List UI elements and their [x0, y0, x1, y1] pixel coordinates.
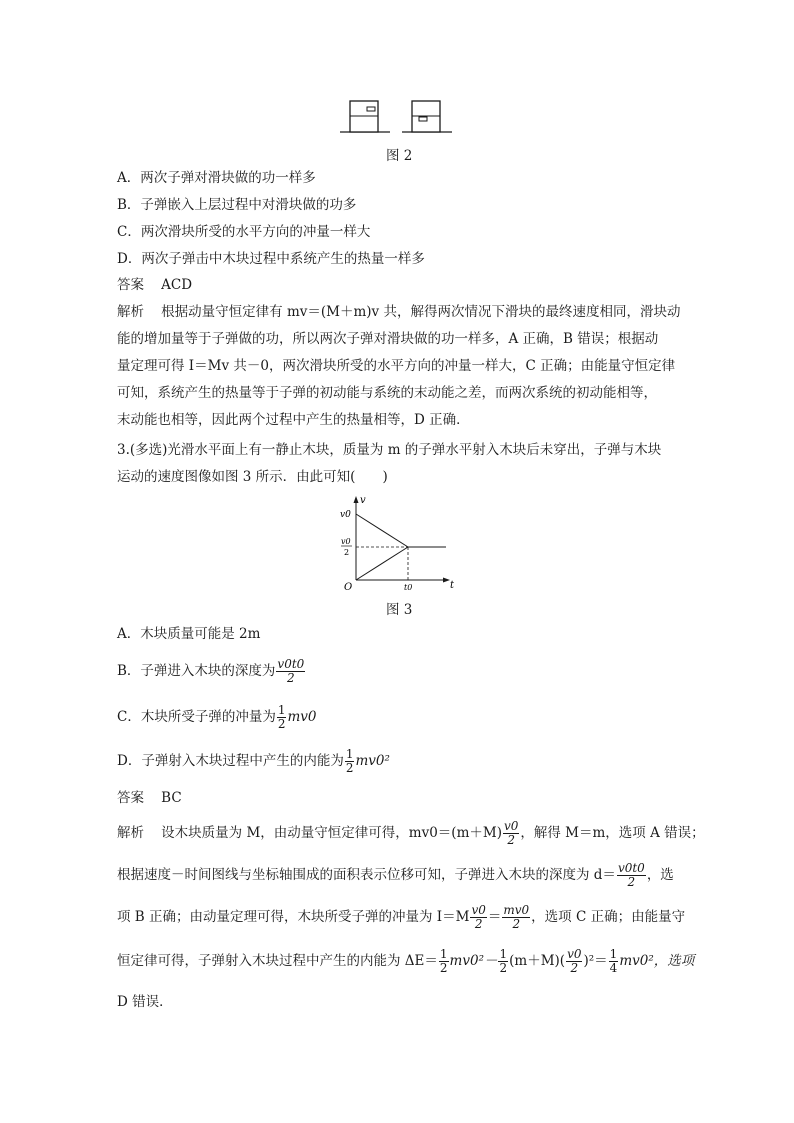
q3-option-b-num: v0t0 — [277, 657, 305, 671]
figure-3-caption: 图 3 — [386, 602, 413, 618]
q3-analysis-l4-num2: 1 — [499, 947, 508, 961]
q3-stem-line-2: 运动的速度图像如图 3 所示．由此可知( ) — [117, 469, 388, 485]
q3-analysis-l3-den2: 2 — [512, 917, 521, 931]
q2-answer-label: 答案 — [117, 277, 144, 293]
q3-option-a: A．木块质量可能是 2m — [117, 626, 261, 642]
y-axis-label: v — [360, 495, 366, 506]
q3-analysis-l4-den3: 2 — [570, 961, 579, 975]
q3-analysis-l4-b: mv0²，选项 — [619, 953, 695, 969]
q3-stem-line-1: 3.(多选)光滑水平面上有一静止木块，质量为 m 的子弹水平射入木块后未穿出，子弹与木块 — [117, 442, 662, 458]
q3-option-d-tail: mv0² — [355, 753, 390, 769]
q3-option-c-tail: mv0 — [287, 709, 317, 725]
q3-option-c-num: 1 — [277, 703, 286, 717]
q3-option-d — [117, 746, 390, 776]
q3-analysis-l1-b: ，解得 M＝m，选项 A 错误； — [520, 825, 705, 841]
q3-analysis-l1-num: v0 — [503, 819, 519, 833]
q3-answer-label: 答案 — [117, 790, 144, 806]
q3-analysis-l2-a: 根据速度－时间图线与坐标轴围成的面积表示位移可知，子弹进入木块的深度为 d＝ — [117, 867, 616, 883]
q3-analysis-l4-den2: 2 — [499, 961, 508, 975]
tick-t0: t0 — [404, 583, 413, 592]
tick-half-den: 2 — [344, 548, 350, 557]
q3-analysis-l4-num4: 1 — [609, 947, 618, 961]
q3-option-b-den: 2 — [287, 671, 295, 685]
q3-analysis-l4-frac-1 — [439, 948, 449, 975]
q2-option-c: C．两次滑块所受的水平方向的冲量一样大 — [117, 224, 371, 240]
q3-option-b-text: B．子弹进入木块的深度为 — [117, 663, 276, 679]
q2-analysis-line-3: 量定理可得 I＝Mv 共－0，两次滑块所受的水平方向的冲量一样大，C 正确；由能量守恒定律 — [117, 358, 676, 374]
q3-analysis-l3-den1: 2 — [474, 917, 483, 931]
q3-option-c-text: C．木块所受子弹的冲量为 — [117, 709, 276, 725]
q3-analysis-l1-den: 2 — [507, 833, 515, 847]
q3-analysis-l2-den: 2 — [627, 875, 636, 889]
q3-option-c-frac — [277, 704, 287, 731]
tick-v0: v0 — [340, 510, 351, 520]
q3-analysis-l1-a: 设木块质量为 M，由动量守恒定律可得，mv0＝(m＋M) — [161, 825, 502, 841]
block-velocity-line — [356, 547, 408, 580]
q3-answer-row — [117, 788, 182, 808]
q3-option-d-den: 2 — [345, 761, 354, 775]
q3-analysis-l3-frac-1 — [470, 904, 486, 931]
q3-analysis-l4-frac-3 — [566, 948, 582, 975]
q2-answer-row — [117, 275, 192, 295]
q3-analysis-label: 解析 — [117, 825, 144, 841]
q3-analysis-l4-den4: 4 — [609, 961, 618, 975]
q3-analysis-l4-num1: 1 — [439, 947, 448, 961]
q3-analysis-l4-num3: v0 — [567, 947, 582, 961]
q3-option-c-den: 2 — [277, 717, 286, 731]
q3-analysis-l4-a: 恒定律可得，子弹射入木块过程中产生的内能为 ΔE＝ — [117, 953, 438, 969]
q3-option-d-text: D．子弹射入木块过程中产生的内能为 — [117, 753, 344, 769]
q3-answer-value: BC — [161, 790, 182, 806]
q2-answer-value: ACD — [161, 277, 193, 293]
q3-analysis-l3-eq: ＝ — [487, 909, 502, 925]
q2-analysis-line-5: 末动能也相等，因此两个过程中产生的热量相等，D 正确． — [117, 412, 470, 428]
q3-option-b-frac — [276, 658, 305, 685]
figure-3-vt-graph — [338, 494, 458, 592]
q3-analysis-line-1 — [117, 818, 705, 848]
q3-analysis-l1-frac — [503, 820, 519, 847]
q3-analysis-l4-frac-2 — [498, 948, 508, 975]
q3-analysis-l4-m3: )²＝ — [583, 953, 608, 969]
q2-option-d: D．两次子弹击中木块过程中系统产生的热量一样多 — [117, 251, 425, 267]
x-axis-label: t — [450, 580, 455, 591]
q3-analysis-l2-num: v0t0 — [617, 861, 645, 875]
q3-analysis-l3-a: 项 B 正确；由动量定理可得，木块所受子弹的冲量为 I＝M — [117, 909, 470, 925]
q3-analysis-l4-m2: (m＋M)( — [509, 953, 566, 969]
bullet-velocity-line — [356, 514, 408, 547]
q2-analysis-line-4: 可知，系统产生的热量等于子弹的初动能与系统的末动能之差，而两次系统的初动能相等， — [117, 385, 657, 401]
q3-analysis-line-3 — [117, 902, 685, 932]
q3-analysis-l2-b: ，选 — [646, 867, 674, 883]
q3-analysis-l2-frac — [617, 862, 646, 889]
q3-analysis-l3-b: ，选项 C 正确；由能量守 — [531, 909, 686, 925]
q2-option-a: A．两次子弹对滑块做的功一样多 — [117, 170, 316, 186]
q3-analysis-l3-num1: v0 — [471, 903, 486, 917]
q3-option-d-frac — [345, 748, 355, 775]
q3-analysis-line-2 — [117, 860, 674, 890]
figure-2-caption: 图 2 — [386, 148, 413, 164]
tick-half-num: v0 — [341, 537, 351, 546]
q2-option-b: B．子弹嵌入上层过程中对滑块做的功多 — [117, 197, 357, 213]
q2-analysis-text-1: 根据动量守恒定律有 mv＝(M＋m)v 共，解得两次情况下滑块的最终速度相同，滑块动 — [161, 304, 681, 320]
q3-option-b — [117, 656, 306, 686]
q2-analysis-label: 解析 — [117, 304, 144, 320]
origin-label: O — [344, 582, 353, 592]
q3-analysis-l3-frac-2 — [502, 904, 530, 931]
q3-option-c — [117, 702, 317, 732]
q3-analysis-l4-m1: mv0²－ — [449, 953, 498, 969]
q3-analysis-l3-num2: mv0 — [503, 903, 530, 917]
q3-analysis-l4-den1: 2 — [439, 961, 448, 975]
q3-analysis-l4-frac-4 — [609, 948, 619, 975]
q3-analysis-line-5: D 错误． — [117, 994, 173, 1010]
figure-2-diagram — [340, 97, 460, 137]
q3-option-d-num: 1 — [345, 747, 354, 761]
q3-analysis-line-4 — [117, 946, 694, 976]
q2-analysis-line-2: 能的增加量等于子弹做的功，所以两次子弹对滑块做的功一样多，A 正确，B 错误；根据动 — [117, 331, 659, 347]
q2-analysis-line-1 — [117, 302, 680, 322]
